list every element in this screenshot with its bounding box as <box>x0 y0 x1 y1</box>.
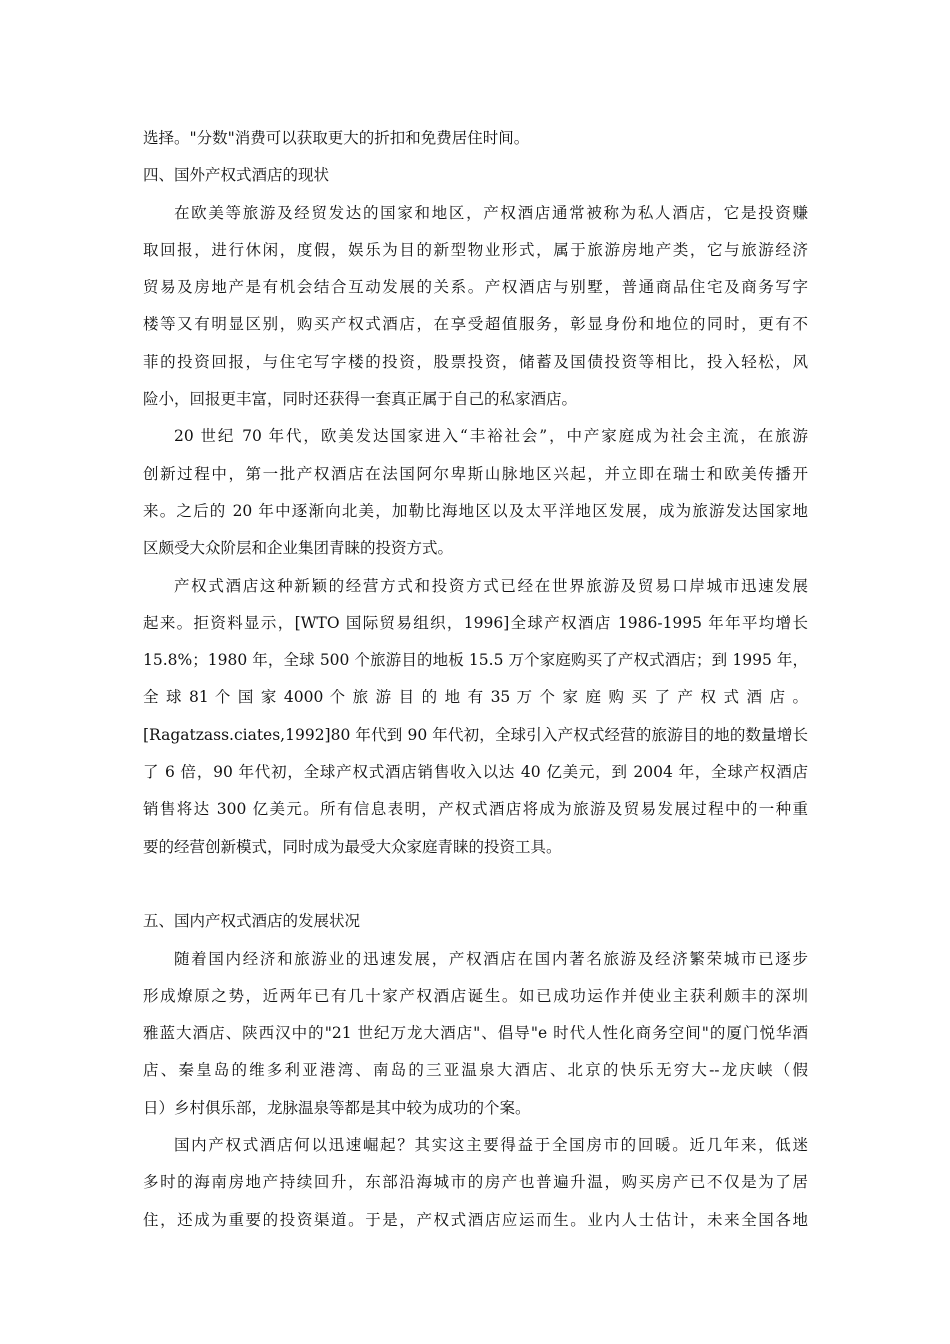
blank-line <box>143 866 808 903</box>
paragraph-line: 楼等又有明显区别，购买产权式酒店，在享受超值服务，彰显身份和地位的同时，更有不 <box>143 315 808 334</box>
paragraph-line: 来。之后的 20 年中逐渐向北美，加勒比海地区以及太平洋地区发展，成为旅游发达国家地 <box>143 501 808 520</box>
section-heading-5: 五、国内产权式酒店的发展状况 <box>143 912 361 931</box>
paragraph-line: 形成燎原之势，近两年已有几十家产权酒店诞生。如已成功运作并使业主获利颇丰的深圳 <box>143 986 808 1005</box>
paragraph-line: 区颇受大众阶层和企业集团青睐的投资方式。 <box>143 539 454 558</box>
paragraph-line: 住，还成为重要的投资渠道。于是，产权式酒店应运而生。业内人士估计，未来全国各地 <box>143 1210 808 1229</box>
document-body <box>143 120 808 1239</box>
paragraph-line: 险小，回报更丰富，同时还获得一套真正属于自己的私家酒店。 <box>143 390 578 409</box>
paragraph-line: 全 球 81 个 国 家 4000 个 旅 游 目 的 地 有 35 万 个 家 庭 购 买 了 产 权 式 酒 店 。 <box>143 688 808 707</box>
section-heading-4: 四、国外产权式酒店的现状 <box>143 166 330 185</box>
paragraph-line: [Ragatzass.ciates,1992]80 年代到 90 年代初，全球引入产权式经营的旅游目的地的数量增长 <box>143 725 808 744</box>
paragraph-line: 随着国内经济和旅游业的迅速发展，产权酒店在国内著名旅游及经济繁荣城市已逐步 <box>174 949 808 968</box>
paragraph-line: 日）乡村俱乐部，龙脉温泉等都是其中较为成功的个案。 <box>143 1098 531 1117</box>
paragraph-line: 国内产权式酒店何以迅速崛起？其实这主要得益于全国房市的回暖。近几年来，低迷 <box>174 1136 808 1155</box>
paragraph-line: 取回报，进行休闲，度假，娱乐为目的新型物业形式，属于旅游房地产类，它与旅游经济 <box>143 240 808 259</box>
text-line: 选择。"分数"消费可以获取更大的折扣和免费居住时间。 <box>143 129 530 147</box>
paragraph-line: 贸易及房地产是有机会结合互动发展的关系。产权酒店与别墅，普通商品住宅及商务写字 <box>143 278 808 297</box>
paragraph-line: 了 6 倍，90 年代初，全球产权式酒店销售收入以达 40 亿美元，到 2004 年，全球产权酒店 <box>143 763 808 782</box>
paragraph-line: 创新过程中，第一批产权酒店在法国阿尔卑斯山脉地区兴起，并立即在瑞士和欧美传播开 <box>143 464 808 483</box>
paragraph-line: 销售将达 300 亿美元。所有信息表明，产权式酒店将成为旅游及贸易发展过程中的一种重 <box>143 800 808 819</box>
paragraph-line: 菲的投资回报，与住宅写字楼的投资，股票投资，储蓄及国债投资等相比，投入轻松，风 <box>143 352 808 371</box>
paragraph-line: 在欧美等旅游及经贸发达的国家和地区，产权酒店通常被称为私人酒店，它是投资赚 <box>174 203 808 222</box>
paragraph-line: 店、秦皇岛的维多利亚港湾、南岛的三亚温泉大酒店、北京的快乐无穷大--龙庆峡（假 <box>143 1061 808 1080</box>
paragraph-line: 起来。拒资料显示，[WTO 国际贸易组织，1996]全球产权酒店 1986-1995 年年平均增长 <box>143 613 808 632</box>
paragraph-line: 多时的海南房地产持续回升，东部沿海城市的房产也普遍升温，购买房产已不仅是为了居 <box>143 1173 808 1192</box>
paragraph-line: 要的经营创新模式，同时成为最受大众家庭青睐的投资工具。 <box>143 837 562 856</box>
paragraph-line: 15.8%；1980 年，全球 500 个旅游目的地板 15.5 万个家庭购买了产权式酒店；到 1995 年， <box>143 651 808 670</box>
paragraph-line: 20 世纪 70 年代，欧美发达国家进入“丰裕社会”，中产家庭成为社会主流，在旅游 <box>174 427 808 446</box>
paragraph-line: 产权式酒店这种新颖的经营方式和投资方式已经在世界旅游及贸易口岸城市迅速发展 <box>174 576 808 595</box>
paragraph-line: 雅蓝大酒店、陕西汉中的"21 世纪万龙大酒店"、倡导"e 时代人性化商务空间"的厦门悦华酒 <box>143 1024 808 1043</box>
